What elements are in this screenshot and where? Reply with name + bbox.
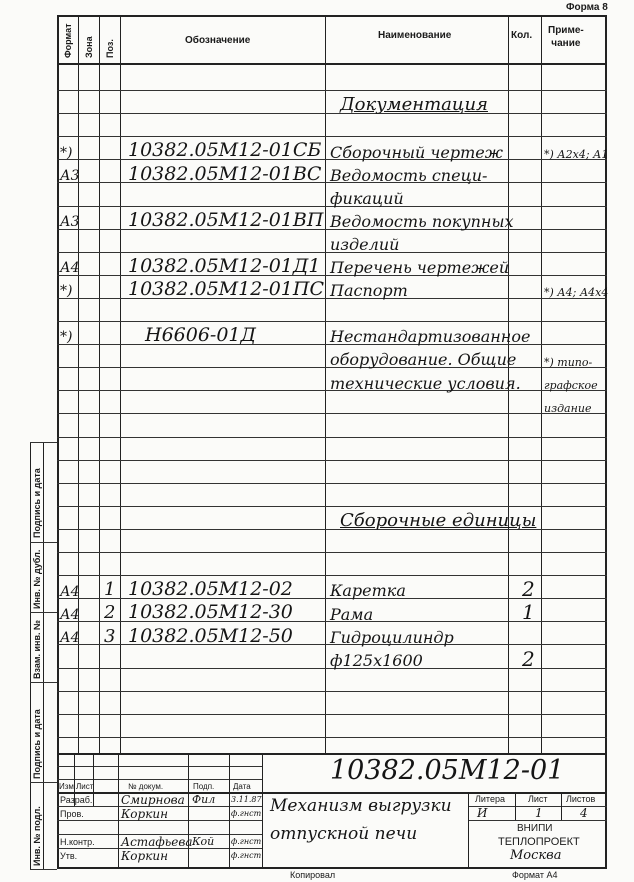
litera-value: И [477, 806, 488, 820]
tb-name: Астафьева [121, 835, 193, 849]
row-line [57, 506, 607, 507]
tb-col-izm: Изм [59, 782, 74, 791]
row-line [57, 737, 607, 738]
tb-col-doc: № докум. [128, 782, 164, 791]
tb-col [93, 753, 94, 806]
form-label: Форма 8 [566, 2, 608, 13]
row-line [57, 691, 607, 692]
cell-note: издание [544, 401, 592, 415]
tb-col [468, 792, 469, 869]
cell-note: *) типо- [544, 355, 593, 369]
cell-designation: 10382.05М12-01ВП [128, 208, 324, 231]
header-designation: Обозначение [185, 35, 251, 46]
tb-col [515, 792, 516, 820]
side-strip-line [30, 782, 57, 783]
section-heading: Сборочные единицы [340, 510, 537, 531]
tb-col-list: Лист [76, 782, 94, 791]
cell-designation: 10382.05М12-01ПС [128, 277, 324, 300]
cell-format: *) [60, 329, 73, 346]
cell-designation: 10382.05М12-01ВС [128, 162, 322, 185]
tb-date: 3.11.87 [231, 795, 262, 804]
title-line-2: отпускной печи [270, 824, 418, 844]
tb-role: Пров. [60, 809, 84, 819]
tb-date: ф.гнст [231, 851, 262, 860]
row-line [57, 460, 607, 461]
cell-name: изделий [330, 234, 400, 254]
cell-pos: 2 [104, 602, 116, 624]
cell-format: А4 [60, 583, 80, 600]
row-line [57, 483, 607, 484]
row-line [57, 321, 607, 322]
tb-col [262, 753, 263, 869]
header-zone: Зона [84, 36, 94, 58]
sheets-value: 4 [580, 806, 588, 820]
tb-col [118, 753, 119, 869]
cell-designation: Н6606-01Д [145, 324, 256, 347]
cell-name: Ведомость покупных [330, 211, 514, 231]
header-name: Наименование [378, 30, 452, 41]
cell-name: ф125х1600 [330, 650, 423, 670]
side-strip-line [30, 682, 57, 683]
side-label-signature-date-2: Подпись и дата [32, 709, 42, 779]
cell-qty: 2 [522, 646, 535, 671]
cell-name: Каретка [330, 581, 406, 601]
tb-role: Н.контр. [60, 837, 95, 847]
side-label-replace-inv: Взам. инв. № [32, 619, 42, 679]
sheets-label: Листов [566, 794, 596, 804]
org-line-2: ТЕПЛОПРОЕКТ [498, 836, 580, 848]
cell-name: фикаций [330, 188, 404, 208]
tb-col-date: Дата [233, 782, 251, 791]
tb-name: Коркин [121, 849, 168, 863]
tb-col-sign: Подп. [193, 782, 215, 791]
cell-name: Рама [330, 604, 374, 624]
side-strip-line [30, 612, 57, 613]
header-pos: Поз. [105, 39, 115, 58]
cell-qty: 1 [522, 600, 535, 625]
title-line-1: Механизм выгрузки [270, 796, 452, 816]
cell-name: Ведомость специ- [330, 165, 488, 185]
row-line [57, 413, 607, 414]
tb-date: ф.гнст [231, 809, 262, 818]
sheet-label: Лист [528, 794, 548, 804]
cell-name: Сборочный чертеж [330, 142, 503, 162]
tb-line [57, 766, 262, 767]
side-strip-line [43, 442, 44, 869]
tb-role: Разраб. [60, 795, 93, 805]
doc-number: 10382.05М12-01 [330, 755, 565, 786]
row-line [57, 113, 607, 114]
cell-note: *) А2х4; А1 [544, 147, 609, 161]
cell-format: *) [60, 283, 73, 300]
tb-col [188, 753, 189, 869]
side-strip-line [30, 869, 57, 870]
tb-line [57, 779, 262, 780]
side-label-original-inv: Инв. № подл. [32, 806, 42, 866]
cell-designation: 10382.05М12-01Д1 [128, 254, 321, 277]
col-line [99, 15, 100, 753]
tb-signature: Кой [192, 835, 215, 848]
col-line [325, 15, 326, 753]
footer-format: Формат А4 [512, 870, 558, 880]
cell-name: Гидроцилиндр [330, 627, 454, 647]
sheet-value: 1 [535, 806, 543, 820]
header-note: Приме- чание [548, 25, 584, 49]
org-line-3: Москва [510, 848, 562, 863]
footer-copied: Копировал [290, 870, 336, 880]
side-label-signature-date: Подпись и дата [32, 468, 42, 538]
cell-name: Перечень чертежей [330, 258, 510, 277]
cell-format: А3 [60, 167, 80, 184]
cell-pos: 3 [104, 625, 116, 647]
side-strip-line [30, 542, 57, 543]
cell-format: *) [60, 144, 73, 161]
cell-designation: 10382.05М12-50 [128, 624, 293, 647]
header-qty: Кол. [511, 30, 533, 41]
row-line [57, 90, 607, 91]
cell-note: *) А4; А4х4 [544, 286, 609, 300]
cell-format: А4 [60, 260, 80, 277]
cell-name: Паспорт [330, 281, 408, 301]
cell-note: графское [544, 378, 598, 392]
row-line [57, 714, 607, 715]
cell-pos: 1 [104, 579, 116, 601]
org-line-1: ВНИПИ [517, 823, 553, 834]
cell-format: А4 [60, 606, 80, 623]
tb-signature: Фил [192, 793, 216, 806]
section-heading: Документация [340, 94, 488, 116]
cell-designation: 10382.05М12-30 [128, 601, 293, 624]
header-separator [57, 63, 607, 65]
tb-name: Коркин [121, 807, 168, 821]
cell-name: технические условия. [330, 373, 521, 393]
tb-name: Смирнова [121, 793, 185, 807]
cell-qty: 2 [522, 577, 535, 602]
cell-designation: 10382.05М12-02 [128, 578, 293, 601]
cell-designation: 10382.05М12-01СБ [128, 139, 322, 162]
tb-role: Утв. [60, 851, 78, 861]
tb-date: ф.гнст [231, 837, 262, 846]
cell-name: Нестандартизованное [330, 327, 531, 347]
tb-col [229, 753, 230, 869]
side-strip-line [30, 442, 57, 443]
cell-format: А3 [60, 213, 80, 230]
col-line [120, 15, 121, 753]
tb-line [468, 820, 607, 821]
col-line [541, 15, 542, 753]
cell-format: А4 [60, 629, 80, 646]
header-format: Формат [63, 23, 73, 58]
row-line [57, 437, 607, 438]
tb-col [561, 792, 562, 820]
row-line [57, 575, 607, 576]
litera-label: Литера [475, 794, 505, 804]
side-label-dup-inv: Инв. № дубл. [32, 549, 42, 609]
row-line [57, 136, 607, 137]
side-strip-line [30, 442, 31, 869]
cell-name: оборудование. Общие [330, 350, 517, 370]
row-line [57, 552, 607, 553]
